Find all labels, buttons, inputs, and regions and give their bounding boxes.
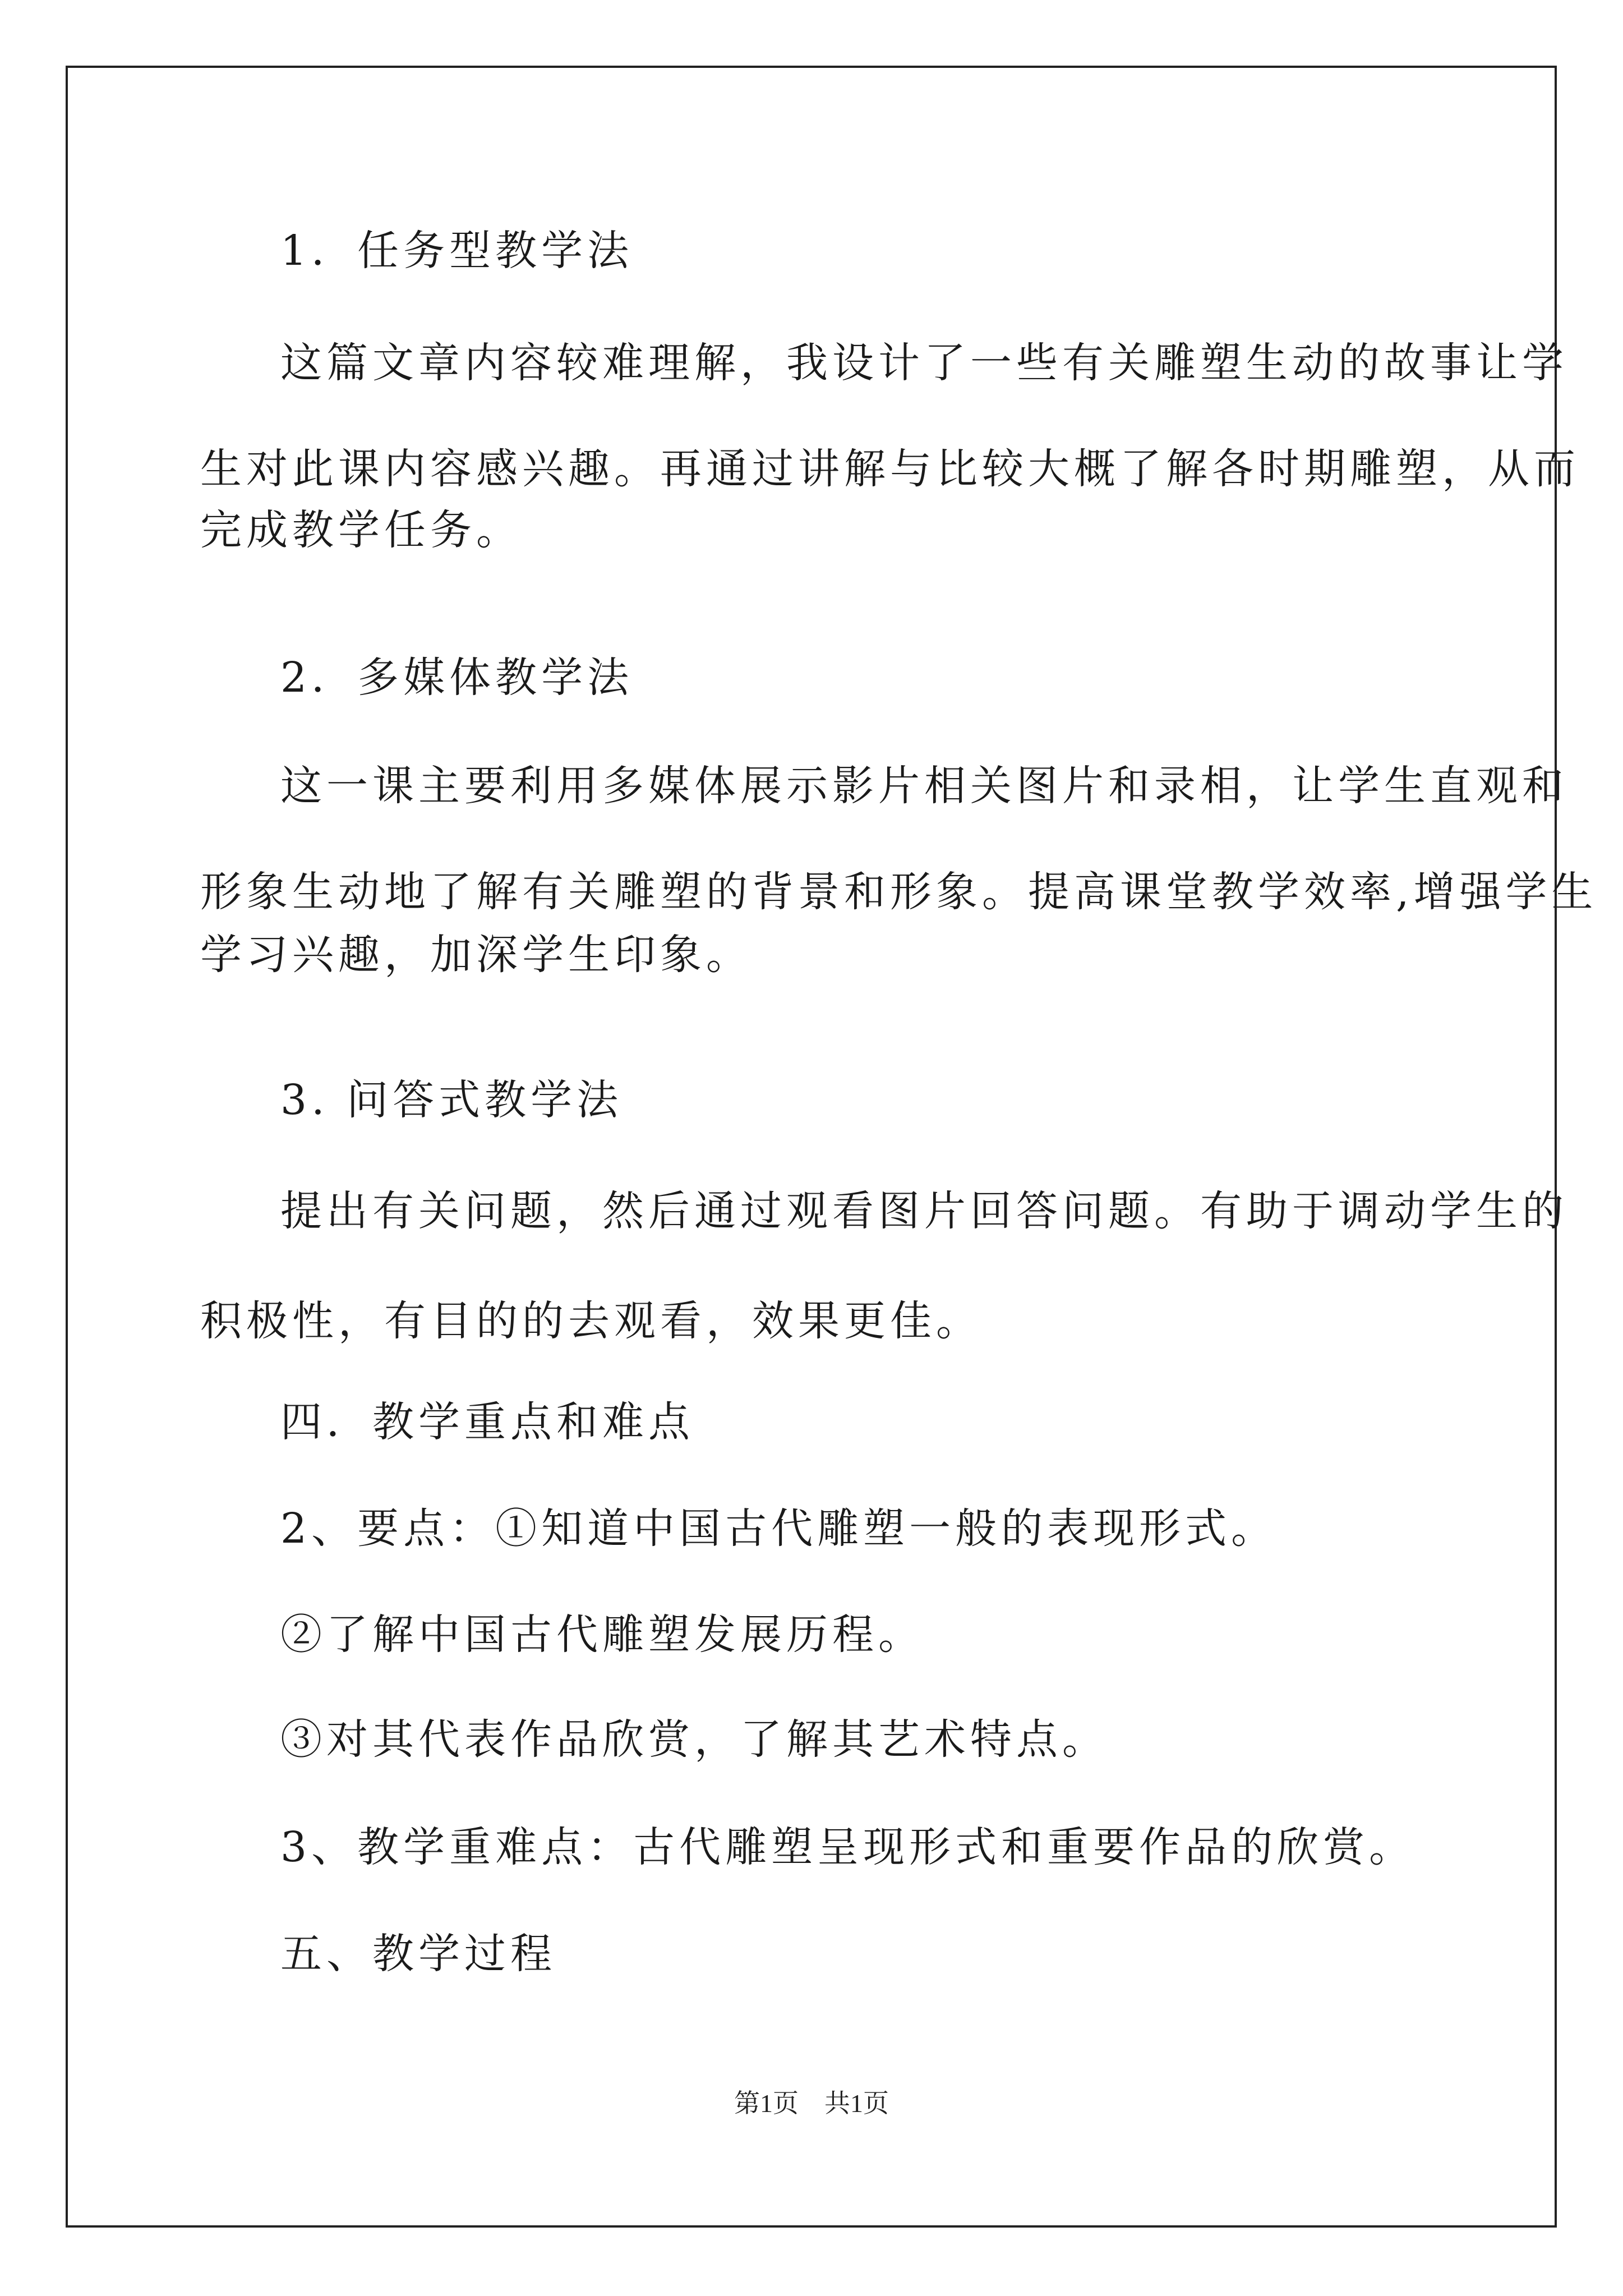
list-item: 3、教学重难点：古代雕塑呈现形式和重要作品的欣赏。: [280, 1823, 1415, 1871]
paragraph-line: 积极性，有目的的去观看，效果更佳。: [200, 1297, 982, 1345]
list-item: ③对其代表作品欣赏，了解其艺术特点。: [280, 1715, 1108, 1764]
paragraph-line: 提出有关问题，然后通过观看图片回答问题。有助于调动学生的: [280, 1187, 1568, 1235]
section-heading: 2．多媒体教学法: [280, 654, 634, 702]
paragraph-line: 形象生动地了解有关雕塑的背景和形象。提高课堂教学效率,增强学生: [200, 868, 1598, 916]
list-item: 2、要点：①知道中国古代雕塑一般的表现形式。: [280, 1504, 1278, 1553]
paragraph-line: 完成教学任务。: [200, 506, 522, 554]
paragraph-line: 这一课主要利用多媒体展示影片相关图片和录相，让学生直观和: [280, 762, 1568, 810]
page-number-footer: 第1页 共1页: [734, 2089, 889, 2118]
paragraph-line: 学习兴趣，加深学生印象。: [200, 931, 752, 979]
list-item: ②了解中国古代雕塑发展历程。: [280, 1611, 924, 1659]
section-heading: 五、教学过程: [280, 1930, 556, 1978]
paragraph-line: 这篇文章内容较难理解，我设计了一些有关雕塑生动的故事让学: [280, 339, 1568, 387]
section-heading: 1．任务型教学法: [280, 227, 634, 275]
section-heading: 四．教学重点和难点: [280, 1398, 694, 1446]
section-heading: 3. 问答式教学法: [280, 1076, 623, 1124]
paragraph-line: 生对此课内容感兴趣。再通过讲解与比较大概了解各时期雕塑，从而: [200, 445, 1580, 493]
